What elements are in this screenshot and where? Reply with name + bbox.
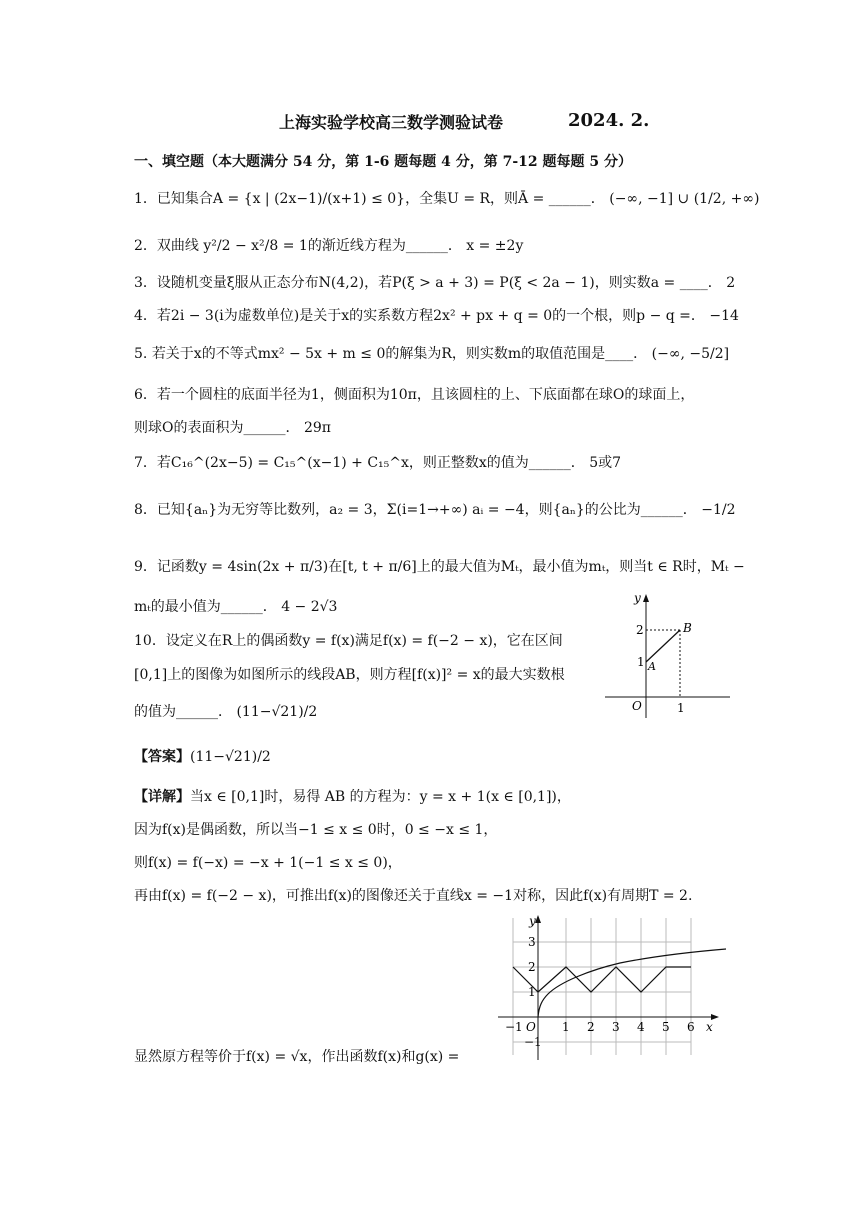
fig2-xtick-5: 5	[662, 1020, 670, 1034]
answer-4: −14	[709, 308, 739, 324]
fig2-xtick-4: 4	[637, 1020, 645, 1034]
question-9: 9．记函数y = 4sin(2x + π/3)在[t, t + π/6]上的最大值为Mₜ，最小值为mₜ，则当t ∈ R时，Mₜ −	[134, 559, 745, 575]
fig2-ytick-3: 3	[528, 935, 536, 949]
question-4: 4．若2i − 3(i为虚数单位)是关于x的实系数方程2x² + px + q = 0的一个根，则p − q =． −14	[134, 308, 739, 324]
fig2-xtick-1: 1	[562, 1020, 570, 1034]
question-10: 10．设定义在R上的偶函数y = f(x)满足f(x) = f(−2 − x)，它在区间	[134, 633, 563, 649]
question-2: 2．双曲线 y²/2 − x²/8 = 1的渐近线方程为______． x = ±2y	[134, 238, 524, 254]
fig2-origin: O	[526, 1020, 536, 1034]
fig2-ytick-neg1: −1	[524, 1035, 542, 1049]
fig2-xtick-2: 2	[587, 1020, 595, 1034]
question-6-cont: 则球O的表面积为______． 29π	[134, 420, 331, 436]
question-9-cont: mₜ的最小值为______． 4 − 2√3	[134, 599, 338, 615]
graph-f	[513, 967, 691, 992]
question-1: 1．已知集合A = {x | (2x−1)/(x+1) ≤ 0}，全集U = R，则Ā = ______． (−∞, −1] ∪ (1/2, +∞)	[134, 191, 760, 207]
question-8: 8．已知{aₙ}为无穷等比数列，a₂ = 3，Σ(i=1→+∞) aᵢ = −4，则{aₙ}的公比为______． −1/2	[134, 502, 736, 518]
answer-3: 2	[726, 275, 736, 291]
fig2-xtick-3: 3	[612, 1020, 620, 1034]
fig2-ytick-1: 1	[528, 985, 536, 999]
fig1-point-a: A	[648, 660, 656, 673]
solution-line-4: 再由f(x) = f(−2 − x)，可推出f(x)的图像还关于直线x = −1对称，因此f(x)有周期T = 2.	[134, 888, 693, 904]
answer-label: 【答案】	[134, 749, 190, 765]
fig2-y-arrow	[535, 915, 541, 923]
question-10-cont: [0,1]上的图像为如图所示的线段AB，则方程[f(x)]² = x的最大实数根	[134, 667, 565, 683]
answer-9: 4 − 2√3	[281, 599, 338, 615]
fig1-tick-2: 2	[636, 623, 644, 637]
answer-6: 29π	[303, 420, 331, 436]
section-heading: 一、填空题（本大题满分 54 分，第 1-6 题每题 4 分，第 7-12 题每题 5 分）	[134, 154, 633, 170]
answer-10: (11−√21)/2	[236, 704, 318, 720]
exam-date: 2024. 2.	[568, 110, 650, 131]
answer-2: x = ±2y	[466, 238, 524, 254]
answer-value: (11−√21)/2	[190, 749, 271, 765]
fig2-ytick-2: 2	[528, 960, 536, 974]
segment-ab	[646, 630, 680, 662]
answer-5: (−∞, −5/2]	[651, 346, 730, 362]
fig1-origin: O	[632, 699, 642, 713]
fig2-xtick-6: 6	[687, 1020, 695, 1034]
fig1-y-label: y	[634, 591, 641, 605]
solution-line-2: 因为f(x)是偶函数，所以当−1 ≤ x ≤ 0时，0 ≤ −x ≤ 1，	[134, 822, 498, 838]
fig1-tick-1x: 1	[677, 701, 685, 715]
question-7: 7．若C₁₆^(2x−5) = C₁₅^(x−1) + C₁₅^x，则正整数x的值为______． 5或7	[134, 455, 622, 471]
y-axis-arrow	[643, 594, 649, 602]
figure-periodic-graph	[490, 910, 730, 1065]
question-5: 5. 若关于x的不等式mx² − 5x + m ≤ 0的解集为R，则实数m的取值范围是____． (−∞, −5/2]	[134, 346, 730, 362]
fig2-y-label: y	[529, 914, 536, 928]
solution-answer	[134, 747, 271, 767]
fig1-point-b: B	[683, 621, 692, 635]
question-6: 6．若一个圆柱的底面半径为1，侧面积为10π，且该圆柱的上、下底面都在球O的球面上，	[134, 387, 695, 403]
question-10-cont2: 的值为______． (11−√21)/2	[134, 704, 318, 720]
solution-line-1: 【详解】当x ∈ [0,1]时，易得 AB 的方程为：y = x + 1(x ∈ [0,1])，	[134, 789, 571, 805]
figure-segment-ab	[600, 590, 735, 720]
fig2-x-label: x	[706, 1020, 713, 1034]
solution-line-5: 显然原方程等价于f(x) = √x，作出函数f(x)和g(x) =	[134, 1049, 460, 1065]
answer-1: (−∞, −1] ∪ (1/2, +∞)	[609, 191, 760, 207]
answer-8: −1/2	[701, 502, 736, 518]
answer-7: 5或7	[589, 455, 622, 471]
detail-label: 【详解】	[134, 789, 190, 805]
question-3: 3．设随机变量ξ服从正态分布N(4,2)，若P(ξ > a + 3) = P(ξ < 2a − 1)，则实数a = ____． 2	[134, 275, 736, 291]
fig1-tick-1y: 1	[637, 655, 645, 669]
fig2-xtick-neg1: −1	[505, 1020, 523, 1034]
solution-line-3: 则f(x) = f(−x) = −x + 1(−1 ≤ x ≤ 0)，	[134, 855, 402, 871]
exam-title: 上海实验学校高三数学测验试卷	[279, 113, 504, 132]
